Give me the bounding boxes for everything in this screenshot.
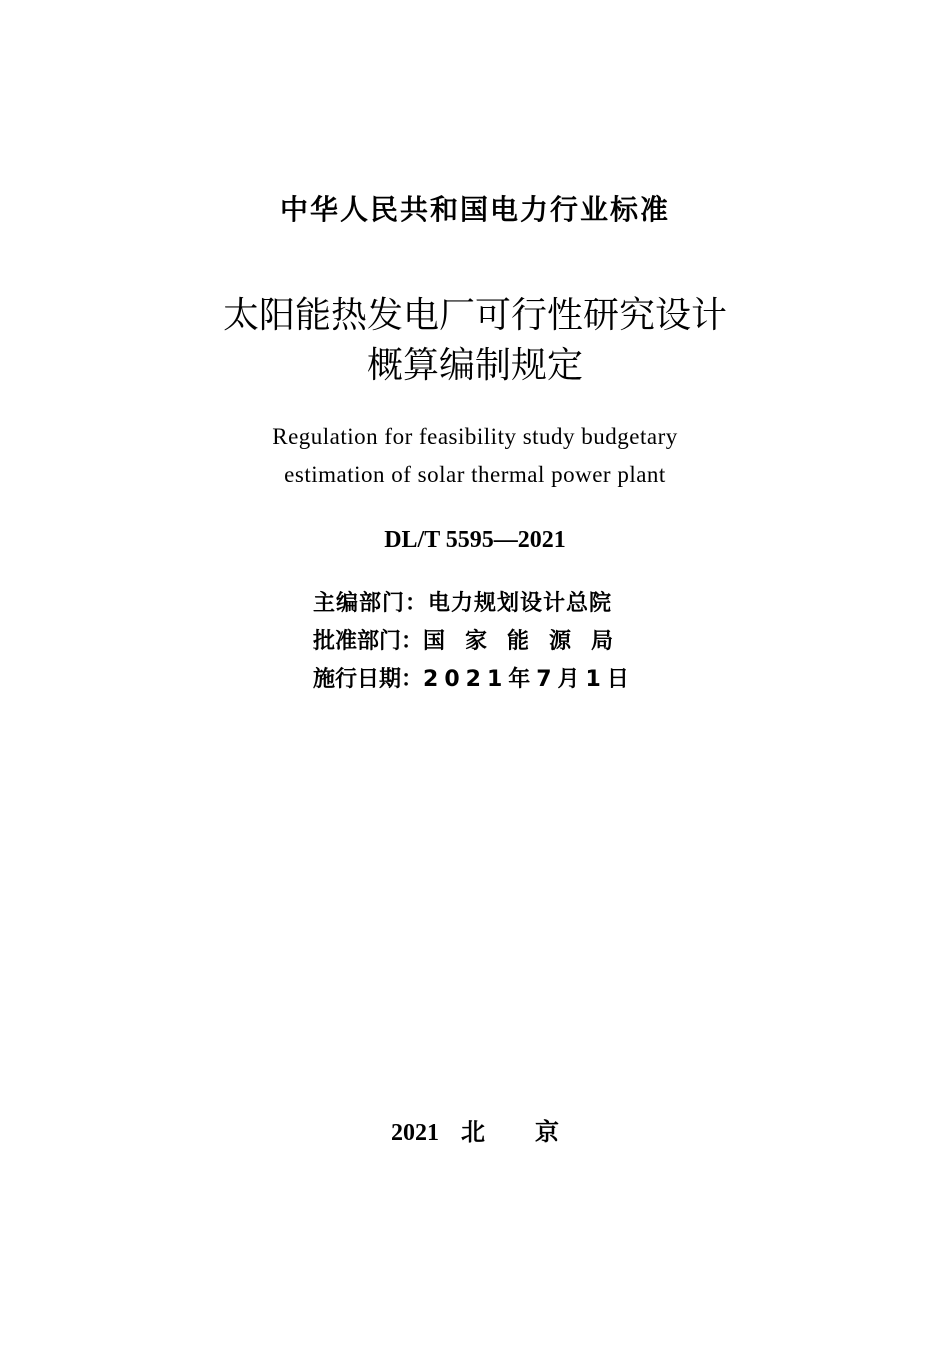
title-english-line-2: estimation of solar thermal power plant <box>284 462 666 487</box>
approver-department-value: 国家能源局 <box>423 629 634 654</box>
title-chinese-line-2: 概算编制规定 <box>366 345 583 386</box>
title-english-line-1: Regulation for feasibility study budgetary <box>272 424 678 449</box>
effective-date-row <box>313 665 635 695</box>
effective-date-value: 2021年7月1日 <box>423 667 635 692</box>
editor-department-value: 电力规划设计总院 <box>428 591 613 616</box>
title-chinese-line-1: 太阳能热发电厂可行性研究设计 <box>222 295 727 336</box>
imprint-year: 2021 <box>391 1120 439 1146</box>
approver-department-row <box>313 627 633 657</box>
approver-department-label: 批准部门： <box>313 629 424 654</box>
publication-imprint <box>0 1116 950 1149</box>
editor-department-row <box>313 589 612 619</box>
imprint-city: 北京 <box>461 1118 609 1146</box>
editor-department-label: 主编部门： <box>313 591 429 616</box>
standard-category-heading: 中华人民共和国电力行业标准 <box>279 193 670 226</box>
effective-date-label: 施行日期： <box>313 667 424 692</box>
standard-number: DL/T 5595—2021 <box>384 527 566 553</box>
